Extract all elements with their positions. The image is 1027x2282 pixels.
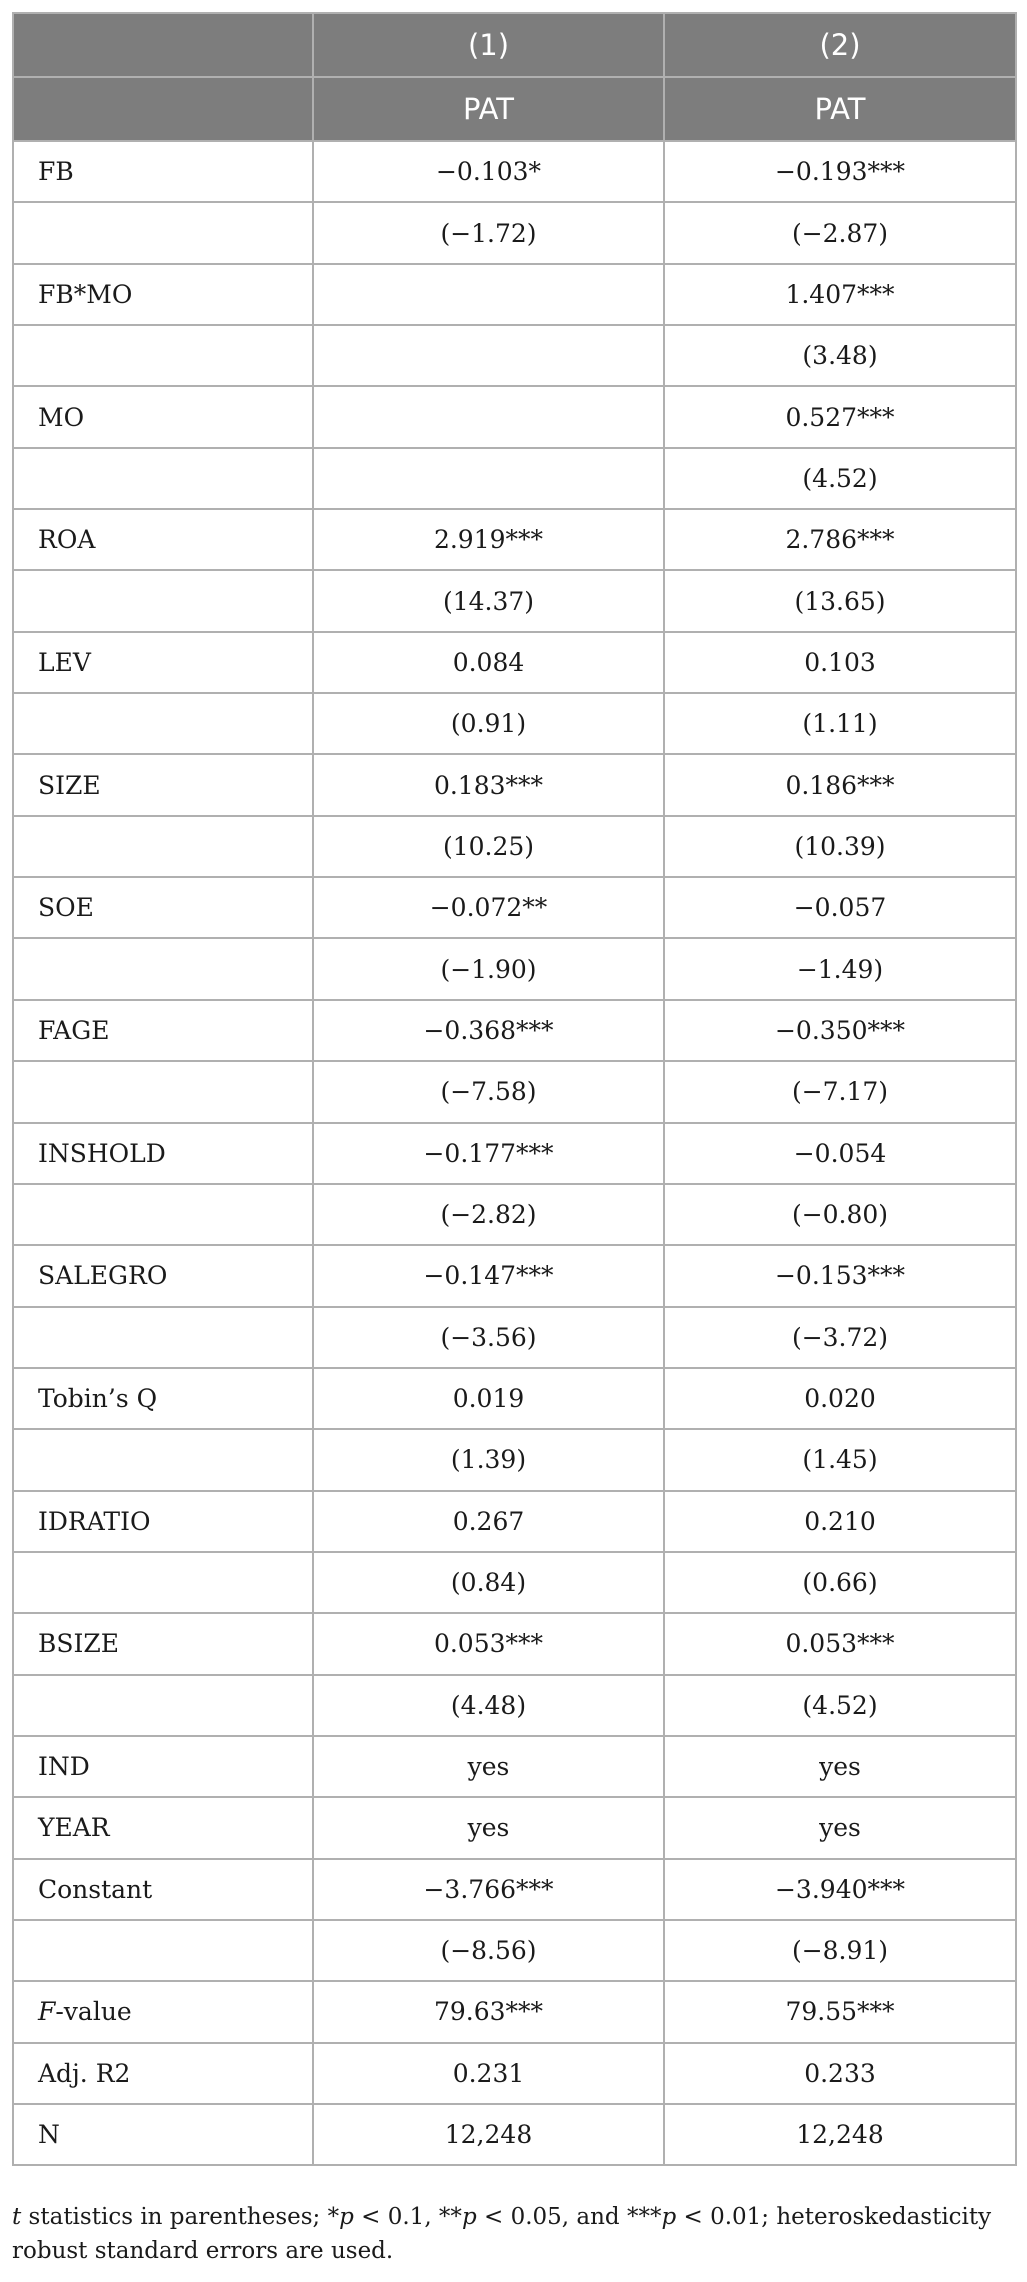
model-1-value-cell: (−2.82) (313, 1184, 664, 1245)
table-row (13, 448, 1016, 509)
table-row (13, 1920, 1016, 1981)
model-2-value-cell: −0.153*** (664, 1245, 1016, 1306)
table-row (13, 141, 1016, 202)
model-1-value-cell (313, 325, 664, 386)
model-1-value-cell: 12,248 (313, 2104, 664, 2165)
model-2-value-cell: (−7.17) (664, 1061, 1016, 1122)
row-label-cell (13, 325, 313, 386)
model-2-value-cell: 0.103 (664, 632, 1016, 693)
table-row (13, 1797, 1016, 1858)
table-row (13, 1123, 1016, 1184)
row-label-cell: YEAR (13, 1797, 313, 1858)
table-row (13, 509, 1016, 570)
model-2-value-cell: −0.054 (664, 1123, 1016, 1184)
model-1-value-cell: −3.766*** (313, 1859, 664, 1920)
model-2-value-cell: (−2.87) (664, 202, 1016, 263)
row-label-cell: ROA (13, 509, 313, 570)
table-row (13, 1061, 1016, 1122)
model-1-value-cell (313, 264, 664, 325)
model-2-value-cell: (3.48) (664, 325, 1016, 386)
row-label-cell: LEV (13, 632, 313, 693)
model-1-value-cell: 0.231 (313, 2043, 664, 2104)
model-2-value-cell: (−3.72) (664, 1307, 1016, 1368)
model-1-value-cell: −0.103* (313, 141, 664, 202)
row-label-cell (13, 938, 313, 999)
row-label-cell (13, 816, 313, 877)
model-2-value-cell: (13.65) (664, 570, 1016, 631)
model-1-value-cell: (−7.58) (313, 1061, 664, 1122)
row-label-cell: Constant (13, 1859, 313, 1920)
header-depvar-2: PAT (664, 77, 1016, 141)
model-2-value-cell: (−8.91) (664, 1920, 1016, 1981)
model-1-value-cell: yes (313, 1797, 664, 1858)
table-row (13, 938, 1016, 999)
row-label-cell: FAGE (13, 1000, 313, 1061)
model-2-value-cell: 0.527*** (664, 386, 1016, 447)
footnote-p1: p (339, 2204, 354, 2230)
row-label-cell: IND (13, 1736, 313, 1797)
model-2-value-cell: (−0.80) (664, 1184, 1016, 1245)
header-corner-2 (13, 77, 313, 141)
row-label-cell: FB*MO (13, 264, 313, 325)
model-1-value-cell: 0.267 (313, 1491, 664, 1552)
table-row (13, 1245, 1016, 1306)
row-label-cell: Tobin’s Q (13, 1368, 313, 1429)
model-2-value-cell: −0.350*** (664, 1000, 1016, 1061)
table-row (13, 1429, 1016, 1490)
header-model-2: (2) (664, 13, 1016, 77)
model-1-value-cell: (−1.72) (313, 202, 664, 263)
table-row (13, 1307, 1016, 1368)
model-2-value-cell: (0.66) (664, 1552, 1016, 1613)
footnote-p2: p (461, 2204, 477, 2230)
model-1-value-cell: (1.39) (313, 1429, 664, 1490)
header-depvar-1: PAT (313, 77, 664, 141)
model-2-value-cell: 1.407*** (664, 264, 1016, 325)
model-2-value-cell: 12,248 (664, 2104, 1016, 2165)
model-2-value-cell: −1.49) (664, 938, 1016, 999)
footnote-part3: < 0.05, and *** (476, 2204, 662, 2230)
regression-table-container (12, 12, 1015, 2166)
header-corner (13, 13, 313, 77)
table-row (13, 1675, 1016, 1736)
model-1-value-cell: 0.019 (313, 1368, 664, 1429)
model-2-value-cell: −0.057 (664, 877, 1016, 938)
model-1-value-cell: 0.053*** (313, 1613, 664, 1674)
model-1-value-cell: (0.84) (313, 1552, 664, 1613)
row-label-cell (13, 1307, 313, 1368)
row-label-cell: Adj. R2 (13, 2043, 313, 2104)
row-label-cell (13, 202, 313, 263)
model-2-value-cell: 0.210 (664, 1491, 1016, 1552)
table-row (13, 570, 1016, 631)
table-row (13, 1859, 1016, 1920)
footnote-p3: p (661, 2204, 677, 2230)
model-1-value-cell: (−3.56) (313, 1307, 664, 1368)
model-2-value-cell: yes (664, 1736, 1016, 1797)
model-1-value-cell: 0.183*** (313, 754, 664, 815)
row-label-cell (13, 693, 313, 754)
model-2-value-cell: yes (664, 1797, 1016, 1858)
table-row (13, 1000, 1016, 1061)
row-label-cell (13, 1552, 313, 1613)
model-1-value-cell: −0.177*** (313, 1123, 664, 1184)
model-1-value-cell: −0.147*** (313, 1245, 664, 1306)
row-label-cell: INSHOLD (13, 1123, 313, 1184)
model-1-value-cell: 79.63*** (313, 1981, 664, 2042)
table-row (13, 877, 1016, 938)
table-row (13, 754, 1016, 815)
row-label-cell (13, 1061, 313, 1122)
row-label-cell (13, 1184, 313, 1245)
row-label-cell (13, 1675, 313, 1736)
footnote-part4: < 0.01; heteroskedasticity robust standard errors are used. (12, 2204, 992, 2264)
model-1-value-cell: (0.91) (313, 693, 664, 754)
table-row (13, 2043, 1016, 2104)
table-row (13, 325, 1016, 386)
header-row-model-numbers (13, 13, 1016, 77)
model-1-value-cell (313, 448, 664, 509)
model-1-value-cell: (4.48) (313, 1675, 664, 1736)
model-1-value-cell: (14.37) (313, 570, 664, 631)
model-1-value-cell: 0.084 (313, 632, 664, 693)
model-2-value-cell: 0.053*** (664, 1613, 1016, 1674)
row-label-cell: SOE (13, 877, 313, 938)
header-row-dependent-variable (13, 77, 1016, 141)
row-label-cell (13, 570, 313, 631)
table-row (13, 693, 1016, 754)
model-2-value-cell: −0.193*** (664, 141, 1016, 202)
model-2-value-cell: 0.186*** (664, 754, 1016, 815)
model-1-value-cell: −0.368*** (313, 1000, 664, 1061)
model-2-value-cell: 79.55*** (664, 1981, 1016, 2042)
table-row (13, 1736, 1016, 1797)
row-label-cell: MO (13, 386, 313, 447)
footnote-part2: < 0.1, ** (353, 2204, 462, 2230)
table-row (13, 1613, 1016, 1674)
model-1-value-cell: yes (313, 1736, 664, 1797)
row-label-cell: N (13, 2104, 313, 2165)
model-1-value-cell: −0.072** (313, 877, 664, 938)
row-label-cell: IDRATIO (13, 1491, 313, 1552)
row-label-cell: F-value (13, 1981, 313, 2042)
table-footnote (12, 2200, 1022, 2268)
footnote-part1: statistics in parentheses; * (21, 2204, 340, 2230)
row-label-cell (13, 1429, 313, 1490)
table-row (13, 816, 1016, 877)
model-2-value-cell: (4.52) (664, 448, 1016, 509)
header-model-1: (1) (313, 13, 664, 77)
model-2-value-cell: (1.11) (664, 693, 1016, 754)
row-label-cell (13, 448, 313, 509)
table-row (13, 1184, 1016, 1245)
model-2-value-cell: (10.39) (664, 816, 1016, 877)
table-row (13, 264, 1016, 325)
model-1-value-cell: (−8.56) (313, 1920, 664, 1981)
model-1-value-cell: (−1.90) (313, 938, 664, 999)
model-2-value-cell: 0.233 (664, 2043, 1016, 2104)
table-row (13, 2104, 1016, 2165)
model-2-value-cell: −3.940*** (664, 1859, 1016, 1920)
row-label-cell (13, 1920, 313, 1981)
model-2-value-cell: 0.020 (664, 1368, 1016, 1429)
regression-table (12, 12, 1017, 2166)
model-2-value-cell: (4.52) (664, 1675, 1016, 1736)
model-1-value-cell: (10.25) (313, 816, 664, 877)
row-label-cell: FB (13, 141, 313, 202)
row-label-cell: SIZE (13, 754, 313, 815)
table-row (13, 1981, 1016, 2042)
table-row (13, 386, 1016, 447)
table-body (13, 141, 1016, 2165)
table-row (13, 1491, 1016, 1552)
table-row (13, 202, 1016, 263)
row-label-cell: BSIZE (13, 1613, 313, 1674)
model-1-value-cell: 2.919*** (313, 509, 664, 570)
table-row (13, 1552, 1016, 1613)
model-1-value-cell (313, 386, 664, 447)
model-2-value-cell: (1.45) (664, 1429, 1016, 1490)
table-row (13, 1368, 1016, 1429)
table-row (13, 632, 1016, 693)
model-2-value-cell: 2.786*** (664, 509, 1016, 570)
table-header (13, 13, 1016, 141)
footnote-t: t (12, 2204, 22, 2230)
row-label-cell: SALEGRO (13, 1245, 313, 1306)
